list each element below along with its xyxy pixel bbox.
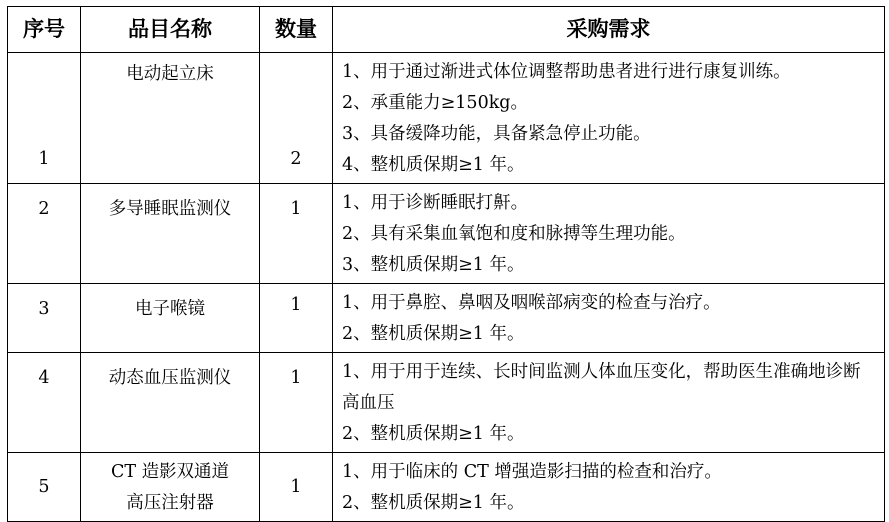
requirement-line: 1、用于鼻腔、鼻咽及咽喉部病变的检查与治疗。 [342,293,721,313]
row-name [81,353,260,453]
row-index: 3 [8,284,81,353]
table-row [8,453,885,522]
requirement-line: 2、承重能力≥150kg。 [342,93,529,113]
requirement-line: 1、用于诊断睡眠打鼾。 [342,193,529,213]
row-requirements [333,284,885,353]
procurement-table [7,6,885,522]
header-name: 品目名称 [81,7,260,53]
row-requirements [333,53,885,184]
row-quantity: 2 [260,53,333,184]
row-quantity: 1 [260,184,333,284]
row-name-line: 动态血压监测仪 [108,368,232,388]
row-index: 1 [8,53,81,184]
requirement-line: 3、具备缓降功能，具备紧急停止功能。 [342,124,651,144]
row-name-line: 电动起立床 [126,64,214,84]
row-requirements [333,353,885,453]
row-requirements [333,184,885,284]
header-index: 序号 [8,7,81,53]
table-row [8,53,885,184]
table-row [8,284,885,353]
requirement-line: 4、整机质保期≥1 年。 [342,155,525,175]
row-index: 5 [8,453,81,522]
row-name [81,184,260,284]
row-name-line: 电子喉镜 [135,299,205,319]
row-index: 2 [8,184,81,284]
requirement-line: 2、整机质保期≥1 年。 [342,424,525,444]
header-row [8,7,885,53]
row-quantity: 1 [260,284,333,353]
row-requirements [333,453,885,522]
requirement-line: 2、整机质保期≥1 年。 [342,324,525,344]
requirement-line: 3、整机质保期≥1 年。 [342,255,525,275]
row-quantity: 1 [260,353,333,453]
requirement-line: 1、用于通过渐进式体位调整帮助患者进行进行康复训练。 [342,62,791,82]
row-name-line: CT 造影双通道 [110,462,230,482]
row-quantity: 1 [260,453,333,522]
row-name-line: 高压注射器 [126,493,214,513]
row-name [81,53,260,184]
row-name [81,453,260,522]
requirement-line: 2、具有采集血氧饱和度和脉搏等生理功能。 [342,224,686,244]
requirement-line: 1、用于用于连续、长时间监测人体血压变化，帮助医生准确地诊断高血压 [342,362,861,413]
requirement-line: 2、整机质保期≥1 年。 [342,493,525,513]
row-index: 4 [8,353,81,453]
table-row [8,353,885,453]
table-row [8,184,885,284]
header-requirements: 采购需求 [333,7,885,53]
row-name-line: 多导睡眠监测仪 [108,199,232,219]
row-name [81,284,260,353]
header-quantity: 数量 [260,7,333,53]
requirement-line: 1、用于临床的 CT 增强造影扫描的检查和治疗。 [342,462,722,482]
